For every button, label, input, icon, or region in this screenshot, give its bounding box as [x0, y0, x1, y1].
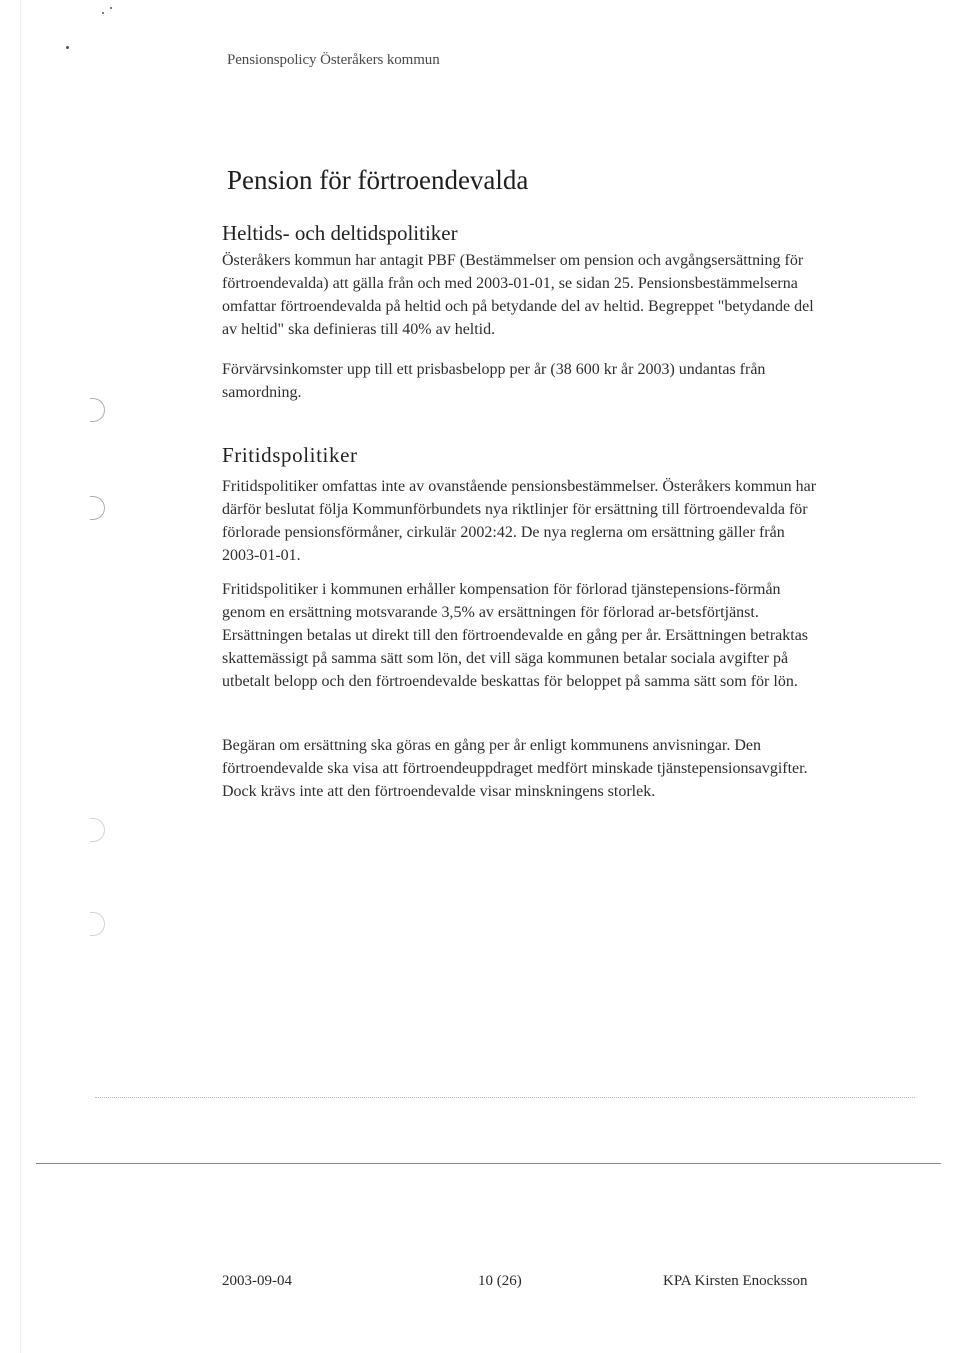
- section-heading-heltid: Heltids- och deltidspolitiker: [222, 221, 458, 245]
- binder-hole-mark: [90, 912, 105, 936]
- footer-page-number: 10 (26): [478, 1273, 522, 1289]
- divider: [95, 1097, 915, 1098]
- paragraph: Förvärvsinkomster upp till ett prisbasbelopp per år (38 600 kr år 2003) undantas från samordning.: [222, 361, 766, 401]
- binder-hole-mark: [90, 818, 105, 842]
- binder-hole-mark: [90, 398, 105, 422]
- footer-date: 2003-09-04: [222, 1273, 292, 1289]
- scan-edge: [20, 0, 21, 1353]
- scan-speck: [110, 7, 112, 9]
- page-title: Pension för förtroendevalda: [227, 165, 529, 195]
- binder-hole-mark: [90, 496, 105, 520]
- paragraph: Fritidspolitiker i kommunen erhåller kompensation för förlorad tjänstepensions-förmån genom en ersättning motsvarande 3,5% av ersättningen för förlorad ar-betsförtjänst. Ersättningen betalas ut direkt till den förtroendevalde en gång per år. Ersättningen betraktas skattemässigt på samma sätt som lön, det vill säga kommunen betalar sociala avgifter på utbetalt belopp och den förtroendevalde beskattas för beloppet på samma sätt som för lön.: [222, 581, 809, 690]
- scan-speck: [66, 46, 69, 49]
- paragraph: Österåkers kommun har antagit PBF (Bestämmelser om pension och avgångsersättning för förtroendevalda) att gälla från och med 2003-01-01, se sidan 25. Pensionsbestämmelserna omfattar förtroendevalda på heltid och på betydande del av heltid. Begreppet "betydande del av heltid" ska definieras till 40% av heltid.: [222, 252, 814, 338]
- paragraph: Begäran om ersättning ska göras en gång per år enligt kommunens anvisningar. Den förtroendevalde ska visa att förtroendeuppdraget medfört minskade tjänstepensionsavgifter. Dock krävs inte att den förtroendevalde visar minskningens storlek.: [222, 737, 808, 800]
- footer-author: KPA Kirsten Enocksson: [663, 1273, 808, 1289]
- scan-speck: [102, 12, 104, 14]
- running-header: Pensionspolicy Österåkers kommun: [227, 52, 440, 68]
- section-heading-fritid: Fritidspolitiker: [222, 443, 358, 467]
- paragraph: Fritidspolitiker omfattas inte av ovanstående pensionsbestämmelser. Österåkers kommun har därför beslutat följa Kommunförbundets nya riktlinjer för ersättning till förtroendevalda för förlorade pensionsförmåner, cirkulär 2002:42. De nya reglerna om ersättning gäller från 2003-01-01.: [222, 478, 817, 564]
- footer-divider: [36, 1163, 941, 1164]
